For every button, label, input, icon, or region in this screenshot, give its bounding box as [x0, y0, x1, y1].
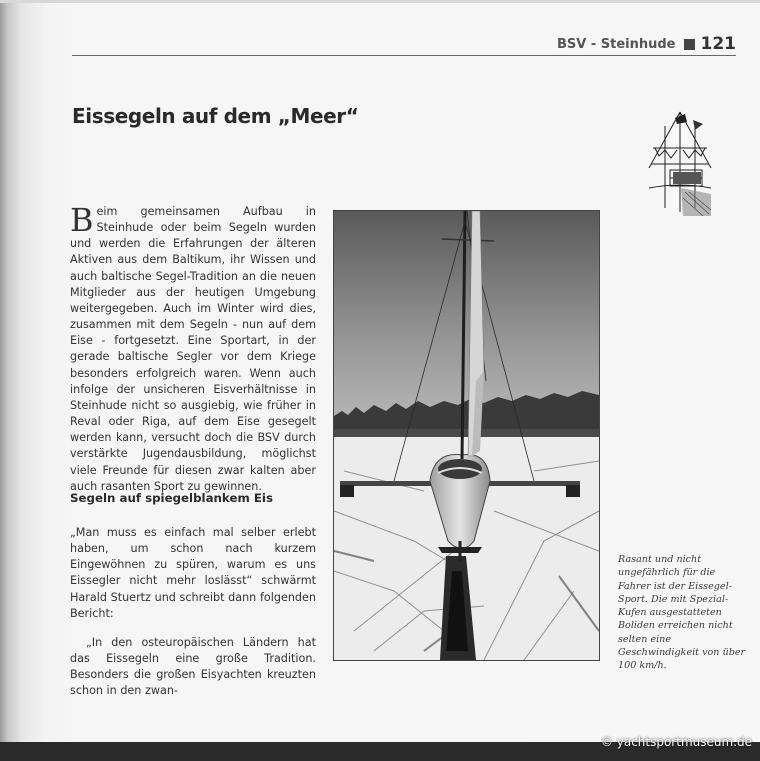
report-text [70, 525, 316, 700]
page-number: 121 [700, 34, 736, 54]
page-top-edge [0, 0, 760, 3]
quote-paragraph: „Man muss es einfach mal selber erlebt haben, um schon nach kurzem Eingewöhnen zu spüren, warum es uns Eissegler nicht mehr loslässt“ schwärmt Harald Stuertz und schreibt dann folgenden Bericht: [70, 526, 316, 620]
running-title: BSV - Steinhude [556, 36, 676, 52]
intro-text: eim gemeinsamen Aufbau in Steinhude oder beim Segeln wurden und werden die Erfahrungen der älteren Aktiven aus dem Baltikum, ihr Wissen und auch baltische Segel-Tradition an die neuen Mitglieder aus der heutigen Umgebung weitergegeben. Auch im Winter wird dies, zusammen mit dem Segeln - nun auf dem Eise - fortgesetzt. Eine Sportart, in der gerade baltische Segler vor dem Kriege besonders erfolgreich waren. Wenn auch infolge der unsicheren Eisverhältnisse in Steinhude nicht so ausgiebig, wie früher in Reval oder Riga, auf dem Eise gesegelt werden kann, versucht doch die BSV durch verstärkte Jugendausbildung, möglichst viele Freunde für diesen zwar kalten aber auch rasanten Sport zu gewinnen. [70, 205, 316, 493]
copyright-watermark: © yachtsportmuseum.de [600, 735, 752, 749]
drop-cap: B [70, 201, 94, 239]
photo-caption: Rasant und nicht ungefährlich für die Fahrer ist der Eissegel-Sport. Die mit Spezial-Kufen ausgestatteten Boliden erreichen nicht selten eine Geschwindigkeit von über 100 km/h. [618, 554, 746, 672]
header-square-marker [684, 39, 695, 50]
subheading: Segeln auf spiegelblankem Eis [70, 491, 273, 505]
intro-paragraph [70, 201, 316, 495]
page-header [557, 34, 736, 54]
article-title: Eissegeln auf dem „Meer“ [72, 104, 359, 128]
report-paragraph: „In den osteuropäischen Ländern hat das Eissegeln eine große Tradition. Besonders die großen Eisyachten kreuzten schon in den zwan- [70, 635, 316, 698]
sailing-ship-sketch [645, 108, 715, 218]
ice-yacht-photo [333, 210, 600, 661]
header-rule [72, 55, 736, 56]
